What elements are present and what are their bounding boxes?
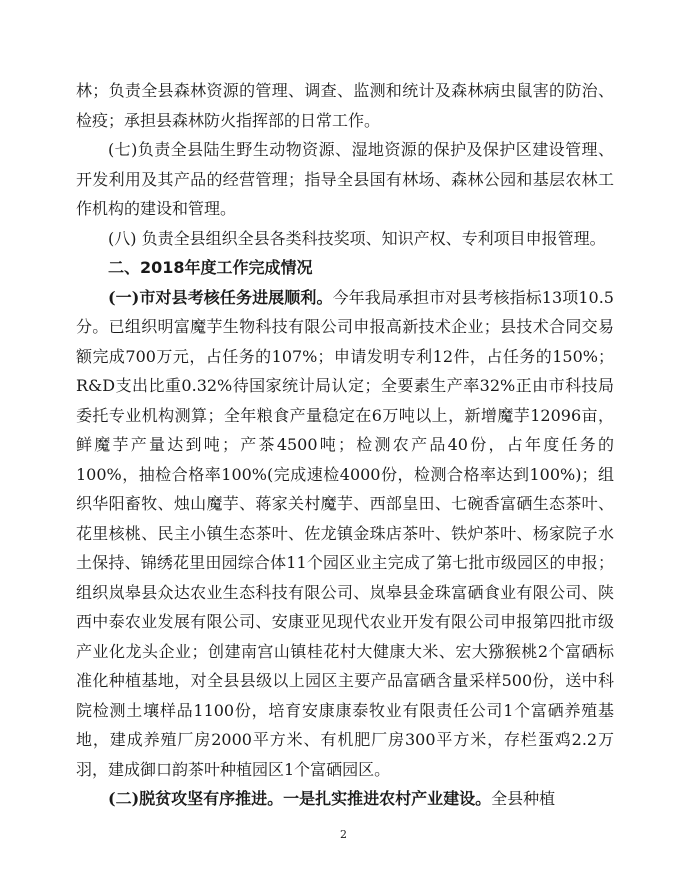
paragraph-sublead: 一是扎实推进农村产业建设。 (283, 789, 492, 808)
paragraph-item-7: (七)负责全县陆生野生动物资源、湿地资源的保护及保护区建设管理、开发利用及其产品的经营管理；指导全县国有林场、森林公园和基层农林工作机构的建设和管理。 (76, 140, 614, 218)
paragraph-text: 全县种植 (491, 789, 556, 808)
paragraph-forestry-duties: 林；负责全县森林资源的管理、调查、监测和统计及森林病虫鼠害的防治、检疫；承担县森林防火指挥部的日常工作。 (76, 81, 614, 130)
paragraph-lead: (一)市对县考核任务进展顺利。 (108, 287, 333, 307)
document-body (76, 76, 614, 814)
paragraph-lead: (二)脱贫攻坚有序推进。 (108, 789, 284, 808)
paragraph-assessment-tasks (76, 283, 614, 785)
paragraph-poverty-alleviation (76, 784, 614, 814)
paragraph-item-8: (八) 负责全县组织全县各类科技奖项、知识产权、专利项目申报管理。 (108, 228, 606, 248)
paragraph-text: 今年我局承担市对县考核指标13项10.5分。已组织明富魔芋生物科技有限公司申报高新技术企业；县技术合同交易额完成700万元，占任务的107%；申请发明专利12件，占任务的150%；R&D支出比重0.32%待国家统计局认定；全要素生产率32%正由市科技局委托专业机构测算；全年粮食产量稳定在6万吨以上，新增魔芋12096亩，鲜魔芋产量达到吨；产茶4500吨；检测农产品40份，占年度任务的100%，抽检合格率100%(完成速检4000份，检测合格率达到100%)；组织华阳畜牧、烛山魔芋、蒋家关村魔芋、西部皇田、七碗香富硒生态茶叶、花里核桃、民主小镇生态茶叶、佐龙镇金珠店茶叶、铁炉茶叶、杨家院子水土保持、锦绣花里田园综合体11个园区业主完成了第七批市级园区的申报；组织岚皋县众达农业生态科技有限公司、岚皋县金珠富硒食业有限公司、陕西中泰农业发展有限公司、安康亚见现代农业开发有限公司申报第四批市级产业化龙头企业；创建南宫山镇桂花村大健康大米、宏大猕猴桃2个富硒标准化种植基地，对全县县级以上园区主要产品富硒含量采样500份，送中科院检测土壤样品1100份，培育安康康泰牧业有限责任公司1个富硒养殖基地，建成养殖厂房2000平方米、有机肥厂房300平方米，存栏蛋鸡2.2万羽，建成御口韵茶叶种植园区1个富硒园区。 (76, 287, 614, 779)
section-heading: 二、2018年度工作完成情况 (108, 258, 313, 277)
page-number: 2 (340, 828, 347, 841)
